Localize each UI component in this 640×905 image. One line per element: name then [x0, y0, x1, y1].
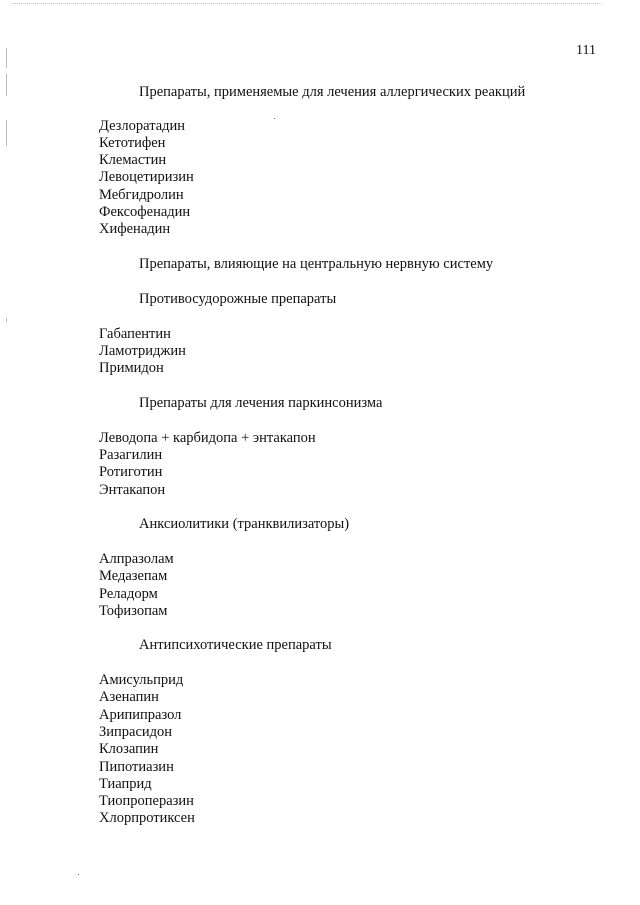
drug-list-item: Тофизопам: [99, 603, 168, 619]
drug-list-item: Алпразолам: [99, 551, 174, 567]
scan-border-top: [12, 3, 602, 7]
section-heading-cns: Препараты, влияющие на центральную нервную систему: [139, 256, 494, 272]
drug-list-item: Габапентин: [99, 326, 171, 342]
drug-list-item: Амисульприд: [99, 672, 184, 688]
drug-list-item: Энтакапон: [99, 482, 166, 498]
drug-list-item: Медазепам: [99, 568, 168, 584]
drug-list-item: Хифенадин: [99, 221, 171, 237]
scan-mark-left: [6, 120, 7, 146]
drug-list-item: Азенапин: [99, 689, 159, 705]
section-heading-anticonvulsants: Противосудорожные препараты: [139, 291, 337, 307]
drug-list-item: Левоцетиризин: [99, 169, 194, 185]
section-heading-parkinsonism: Препараты для лечения паркинсонизма: [139, 395, 383, 411]
drug-list-item: Зипрасидон: [99, 724, 173, 740]
drug-list-item: Фексофенадин: [99, 204, 191, 220]
drug-list-item: Тиаприд: [99, 776, 152, 792]
drug-list-item: Разагилин: [99, 447, 163, 463]
drug-list-item: Клемастин: [99, 152, 167, 168]
scan-mark-left: [6, 48, 7, 68]
drug-list-item: Арипипразол: [99, 707, 182, 723]
section-heading-antipsychotics: Антипсихотические препараты: [139, 637, 332, 653]
drug-list-item: Кетотифен: [99, 135, 166, 151]
scan-mark-left: [6, 74, 7, 96]
drug-list-item: Хлорпротиксен: [99, 810, 195, 826]
scan-speck: [274, 118, 275, 119]
drug-list-item: Клозапин: [99, 741, 159, 757]
drug-list-item: Примидон: [99, 360, 164, 376]
drug-list-item: Дезлоратадин: [99, 118, 186, 134]
drug-list-item: Ламотриджин: [99, 343, 186, 359]
drug-list-item: Леводопа + карбидопа + энтакапон: [99, 430, 316, 446]
section-heading-allergy: Препараты, применяемые для лечения аллергических реакций: [139, 84, 526, 100]
drug-list-item: Пипотиазин: [99, 759, 174, 775]
drug-list-item: Тиопроперазин: [99, 793, 194, 809]
scan-speck: [78, 874, 79, 875]
drug-list-item: Реладорм: [99, 586, 158, 602]
scan-mark-left: [6, 318, 7, 322]
drug-list-item: Мебгидролин: [99, 187, 184, 203]
drug-list-item: Ротиготин: [99, 464, 163, 480]
page-number: 111: [576, 43, 596, 58]
section-heading-anxiolytics: Анксиолитики (транквилизаторы): [139, 516, 350, 532]
